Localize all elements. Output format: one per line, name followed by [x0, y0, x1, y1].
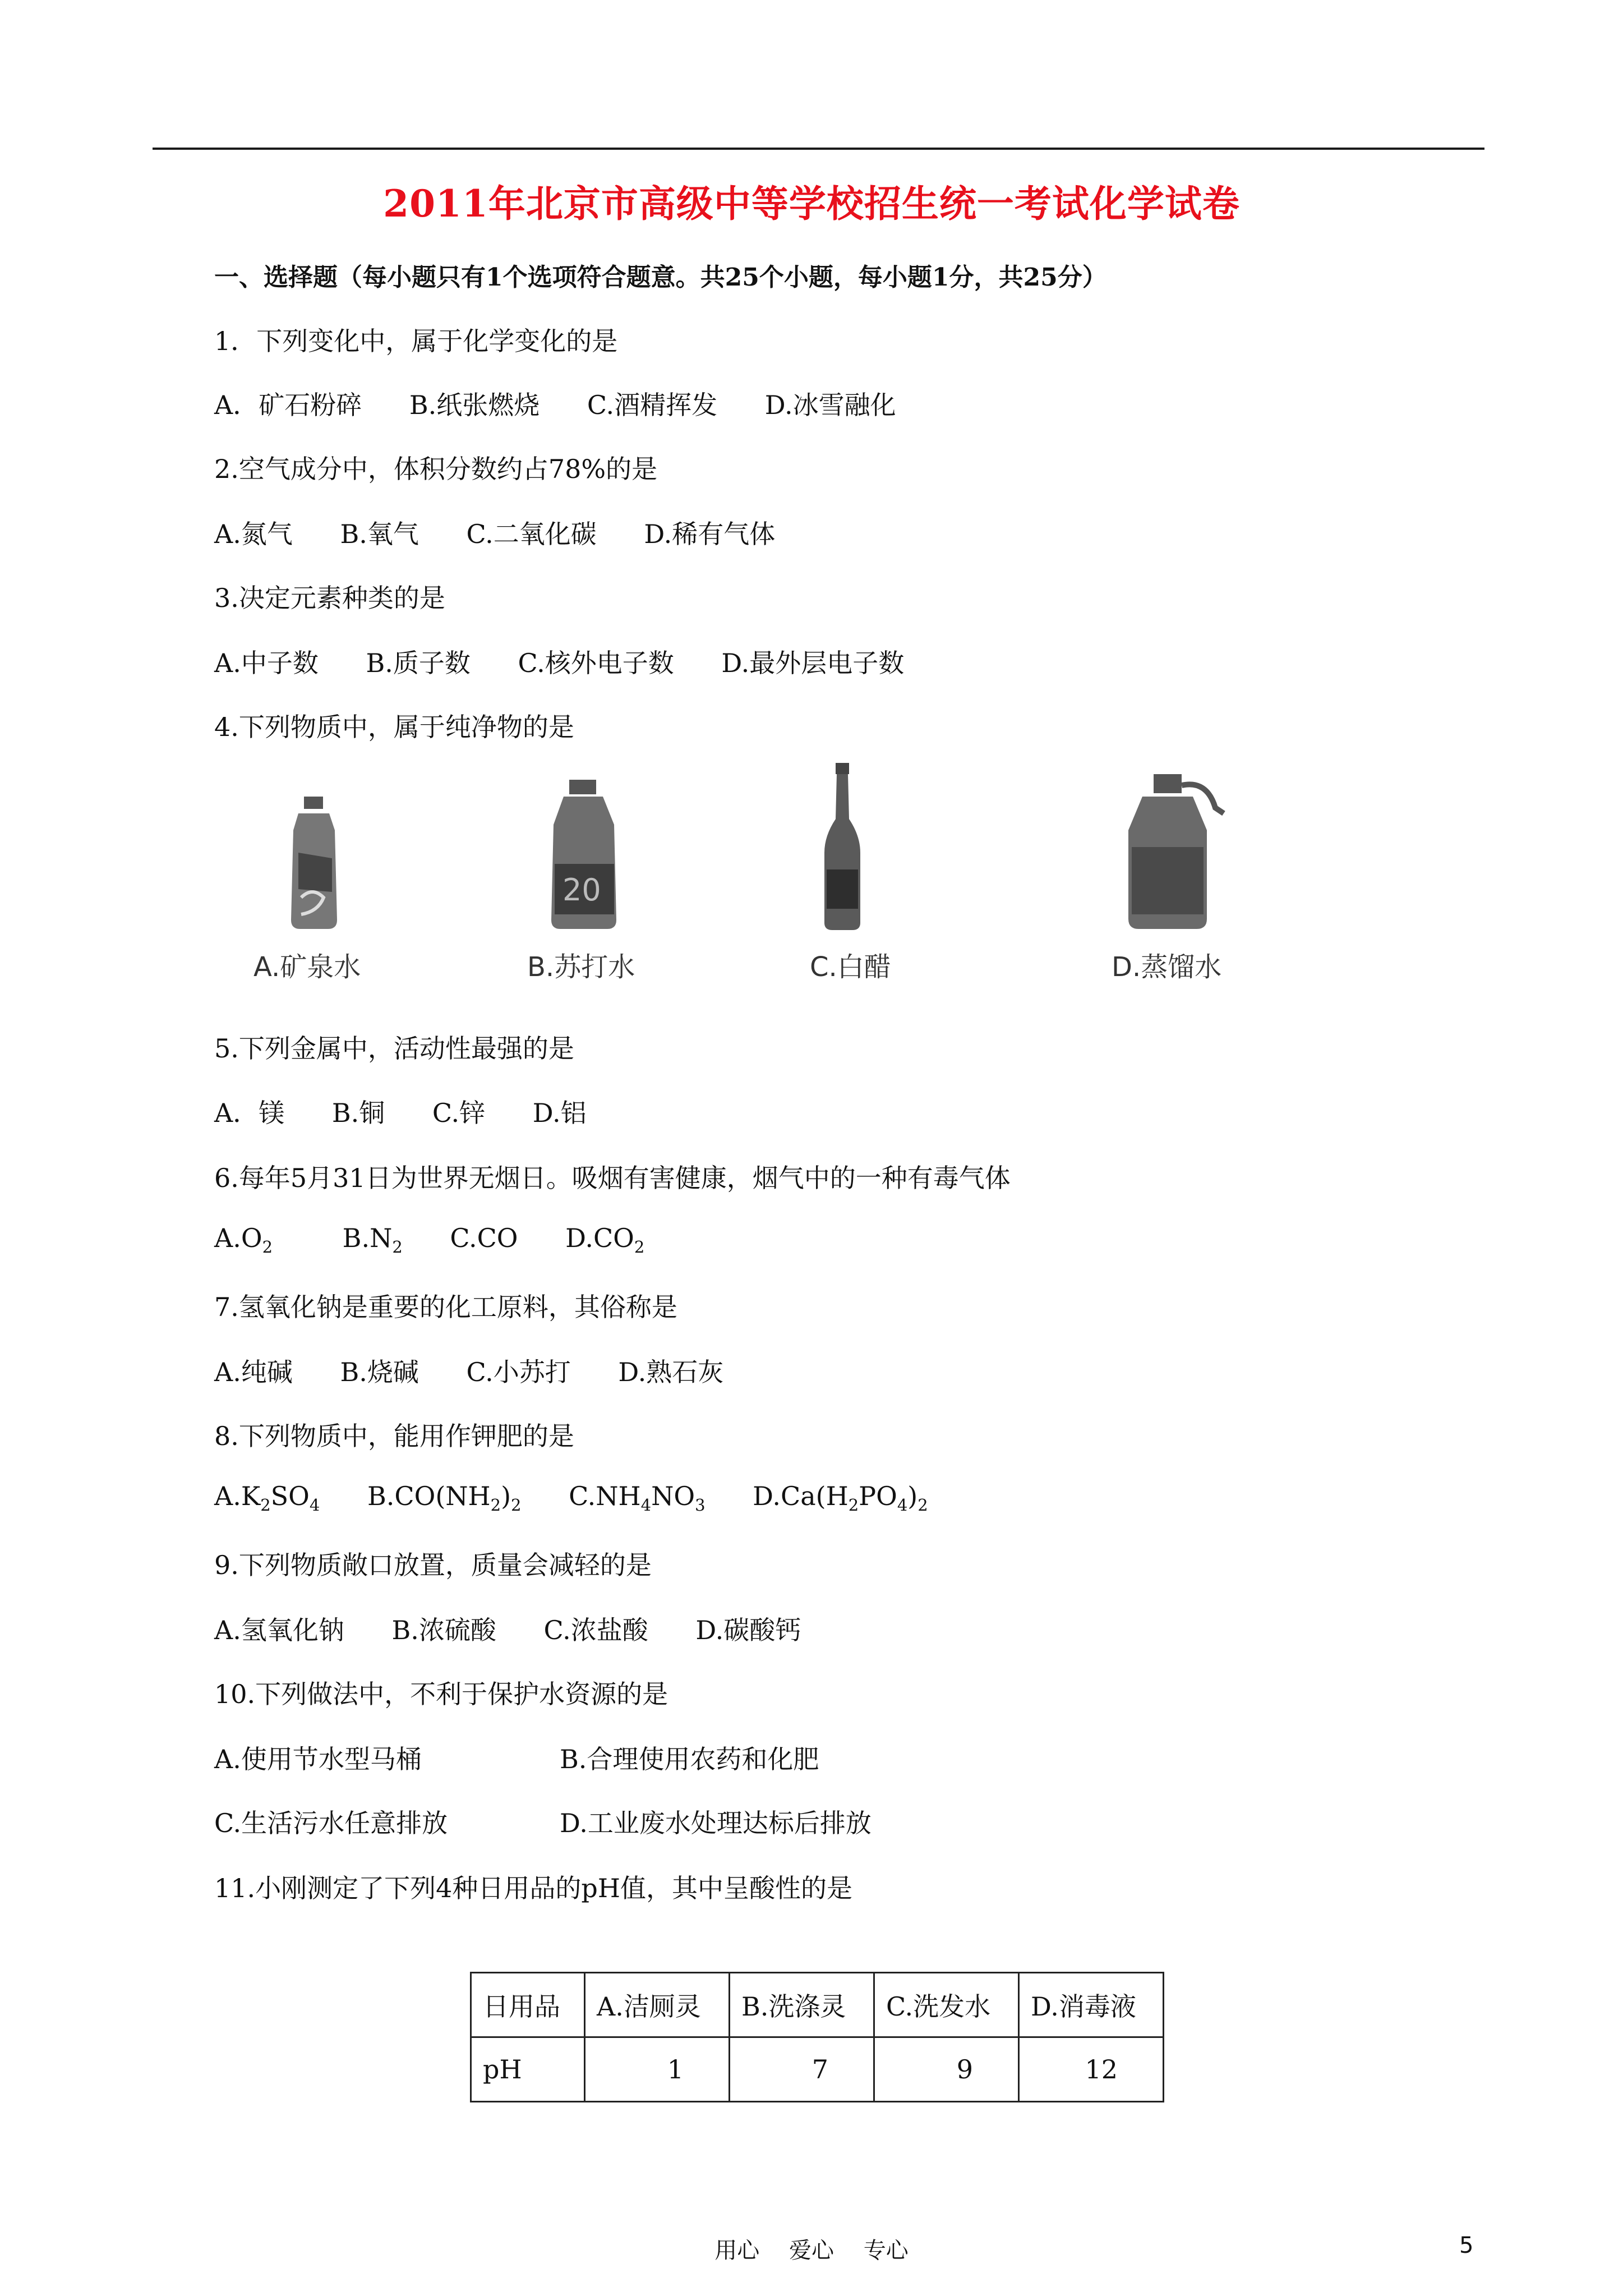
table-cell: 7: [730, 2037, 874, 2102]
option: D.碳酸钙: [695, 1615, 801, 1645]
option: B.浓硫酸: [391, 1615, 496, 1645]
question-6: 6.每年5月31日为世界无烟日。吸烟有害健康，烟气中的一种有毒气体: [214, 1163, 1011, 1193]
question-1-options: [214, 385, 935, 422]
table-row: [471, 2037, 1164, 2102]
question-7: 7.氢氧化钠是重要的化工原料，其俗称是: [214, 1292, 677, 1322]
option-b: B.N2: [342, 1223, 403, 1257]
question-3-options: [214, 643, 943, 680]
table-cell: C.洗发水: [874, 1973, 1019, 2037]
table-cell: 日用品: [471, 1973, 585, 2037]
question-6-options: [214, 1223, 644, 1257]
option: C.浓盐酸: [543, 1615, 648, 1645]
option: A.氢氧化钠: [214, 1615, 344, 1645]
option: A．矿石粉碎: [214, 390, 362, 420]
option-d: D.Ca(H2PO4)2: [753, 1481, 928, 1515]
question-4: 4.下列物质中，属于纯净物的是: [214, 712, 574, 742]
soda-water-bottle-image: [542, 780, 626, 931]
option: D.稀有气体: [644, 519, 776, 549]
section-heading: 一、选择题（每小题只有1个选项符合题意。共25个小题，每小题1分，共25分）: [214, 263, 1107, 292]
table-cell: 1: [585, 2037, 730, 2102]
question-11: 11.小刚测定了下列4种日用品的pH值，其中呈酸性的是: [214, 1873, 852, 1903]
option-d: D.CO2: [565, 1223, 645, 1257]
page-footer: 用心 爱心 专心: [714, 2238, 909, 2263]
option: A.氮气: [214, 519, 293, 549]
option: A.中子数: [214, 648, 319, 678]
question-9-options: [214, 1610, 840, 1647]
table-cell: 12: [1019, 2037, 1164, 2102]
option: C.小苏打: [466, 1357, 571, 1387]
option: D.最外层电子数: [721, 648, 905, 678]
page-number: 5: [1459, 2233, 1474, 2258]
question-2: 2.空气成分中，体积分数约占78%的是: [214, 454, 658, 484]
mineral-water-bottle-image: [279, 797, 352, 931]
option-a: A.K2SO4: [214, 1481, 320, 1515]
question-5: 5.下列金属中，活动性最强的是: [214, 1033, 574, 1064]
table-cell: A.洁厕灵: [585, 1973, 730, 2037]
table-cell: pH: [471, 2037, 585, 2102]
bottles-figure: [214, 763, 1336, 999]
option: D.冰雪融化: [764, 390, 896, 420]
option: A.纯碱: [214, 1357, 293, 1387]
question-2-options: [214, 514, 814, 551]
option-c: C.NH4NO3: [569, 1481, 706, 1515]
question-1: 1．下列变化中，属于化学变化的是: [214, 326, 618, 356]
question-5-options: [214, 1093, 626, 1130]
ph-table: [470, 1972, 1164, 2102]
question-9: 9.下列物质敞口放置，质量会减轻的是: [214, 1550, 652, 1580]
option: A．镁: [214, 1098, 285, 1128]
option: B.铜: [331, 1098, 385, 1128]
bottle-label-c: C.白醋: [810, 951, 891, 983]
question-7-options: [214, 1352, 763, 1389]
bottle-label-d: D.蒸馏水: [1112, 951, 1222, 983]
distilled-water-bottle-image: [1123, 774, 1235, 931]
bottle-label-a: A.矿泉水: [253, 951, 361, 983]
question-10-option-b: B.合理使用农药和化肥: [560, 1744, 819, 1774]
option: C.锌: [432, 1098, 486, 1128]
question-10-option-d: D.工业废水处理达标后排放: [560, 1808, 872, 1838]
table-cell: B.洗涤灵: [730, 1973, 874, 2037]
svg-text:20: 20: [562, 872, 601, 908]
question-10: 10.下列做法中，不利于保护水资源的是: [214, 1679, 668, 1709]
option: D.熟石灰: [618, 1357, 724, 1387]
option-b: B.CO(NH2)2: [367, 1481, 522, 1515]
question-10-option-a: A.使用节水型马桶: [214, 1744, 422, 1774]
table-header-row: [471, 1973, 1164, 2037]
question-10-option-c: C.生活污水任意排放: [214, 1808, 448, 1838]
option: B.纸张燃烧: [409, 390, 540, 420]
question-8-options: [214, 1481, 928, 1515]
bottle-label-b: B.苏打水: [527, 951, 635, 983]
option-a: A.O2: [214, 1223, 273, 1257]
option: B.质子数: [366, 648, 471, 678]
white-vinegar-bottle-image: [820, 763, 865, 931]
option: D.铝: [532, 1098, 587, 1128]
header-rule: [153, 148, 1484, 150]
option: C.核外电子数: [518, 648, 674, 678]
option: C.酒精挥发: [587, 390, 718, 420]
option-c: C.CO: [450, 1223, 518, 1253]
exam-title: 2011年北京市高级中等学校招生统一考试化学试卷: [383, 182, 1240, 226]
question-3: 3.决定元素种类的是: [214, 583, 445, 613]
table-cell: 9: [874, 2037, 1019, 2102]
question-8: 8.下列物质中，能用作钾肥的是: [214, 1421, 574, 1451]
option: B.烧碱: [340, 1357, 419, 1387]
table-cell: D.消毒液: [1019, 1973, 1164, 2037]
option: B.氧气: [340, 519, 419, 549]
option: C.二氧化碳: [466, 519, 597, 549]
